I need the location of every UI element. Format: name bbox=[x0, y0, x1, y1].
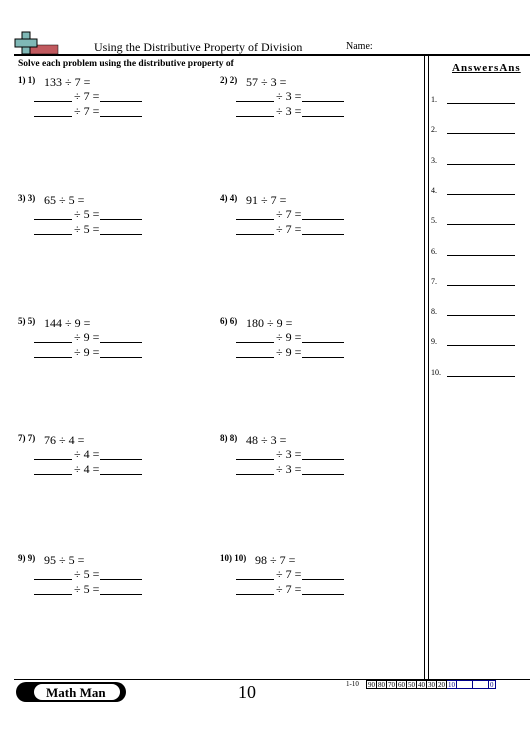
blank-line[interactable] bbox=[302, 474, 344, 475]
answer-row bbox=[431, 184, 521, 198]
blank-line[interactable] bbox=[236, 101, 274, 102]
answer-row bbox=[431, 154, 521, 168]
work-operation: ÷ 7 = bbox=[74, 104, 100, 118]
blank-line[interactable] bbox=[236, 342, 274, 343]
blank-line[interactable] bbox=[100, 116, 142, 117]
blank-line[interactable] bbox=[236, 219, 274, 220]
problem-expression: 180 ÷ 9 = bbox=[246, 316, 293, 330]
answer-blank[interactable] bbox=[447, 376, 515, 377]
blank-line[interactable] bbox=[34, 116, 72, 117]
blank-line[interactable] bbox=[236, 116, 274, 117]
work-line bbox=[34, 104, 144, 118]
answer-blank[interactable] bbox=[447, 224, 515, 225]
work-operation: ÷ 9 = bbox=[276, 345, 302, 359]
brand-logo bbox=[16, 682, 126, 702]
problem bbox=[220, 316, 400, 376]
problem-number: 10) 10) bbox=[220, 553, 247, 563]
blank-line[interactable] bbox=[34, 459, 72, 460]
plus-logo-icon bbox=[14, 30, 60, 56]
answer-row bbox=[431, 245, 521, 259]
score-cell: 50 bbox=[408, 681, 415, 689]
instructions: Solve each problem using the distributive property of bbox=[18, 59, 234, 69]
problem-expression: 57 ÷ 3 = bbox=[246, 75, 287, 89]
answer-number: 4. bbox=[431, 185, 437, 195]
problem-expression: 91 ÷ 7 = bbox=[246, 193, 287, 207]
work-operation: ÷ 9 = bbox=[74, 345, 100, 359]
work-operation: ÷ 7 = bbox=[276, 582, 302, 596]
score-cell: 90 bbox=[368, 681, 375, 689]
work-line bbox=[236, 207, 346, 221]
problem-number: 2) 2) bbox=[220, 75, 238, 85]
answer-number: 2. bbox=[431, 125, 437, 135]
work-operation: ÷ 3 = bbox=[276, 89, 302, 103]
problem-expression: 95 ÷ 5 = bbox=[44, 553, 85, 567]
score-cell: 40 bbox=[418, 681, 425, 689]
blank-line[interactable] bbox=[100, 594, 142, 595]
blank-line[interactable] bbox=[302, 459, 344, 460]
blank-line[interactable] bbox=[100, 579, 142, 580]
blank-line[interactable] bbox=[302, 594, 344, 595]
work-operation: ÷ 5 = bbox=[74, 222, 100, 236]
score-cell: 30 bbox=[428, 681, 435, 689]
problem-number: 1) 1) bbox=[18, 75, 36, 85]
problem bbox=[220, 75, 400, 135]
blank-line[interactable] bbox=[34, 474, 72, 475]
problem-number: 6) 6) bbox=[220, 316, 238, 326]
problem bbox=[18, 316, 198, 376]
score-cell: 0 bbox=[490, 681, 494, 689]
answer-blank[interactable] bbox=[447, 285, 515, 286]
problem-expression: 144 ÷ 9 = bbox=[44, 316, 91, 330]
brand-name: Math Man bbox=[46, 685, 106, 700]
answer-row bbox=[431, 214, 521, 228]
problem-number: 8) 8) bbox=[220, 433, 238, 443]
work-operation: ÷ 7 = bbox=[74, 89, 100, 103]
problem bbox=[220, 433, 400, 493]
answer-blank[interactable] bbox=[447, 133, 515, 134]
work-line bbox=[34, 330, 144, 344]
score-cell: 60 bbox=[398, 681, 405, 689]
work-operation: ÷ 7 = bbox=[276, 567, 302, 581]
blank-line[interactable] bbox=[302, 357, 344, 358]
score-cell: 20 bbox=[438, 681, 445, 689]
page-number: 10 bbox=[238, 682, 256, 702]
blank-line[interactable] bbox=[34, 357, 72, 358]
work-line bbox=[34, 89, 144, 103]
work-operation: ÷ 9 = bbox=[276, 330, 302, 344]
blank-line[interactable] bbox=[34, 219, 72, 220]
work-line bbox=[34, 447, 144, 461]
answer-row bbox=[431, 366, 521, 380]
work-operation: ÷ 3 = bbox=[276, 104, 302, 118]
problem bbox=[18, 553, 198, 613]
work-line bbox=[34, 567, 144, 581]
work-line bbox=[236, 582, 346, 596]
answer-blank[interactable] bbox=[447, 164, 515, 165]
blank-line[interactable] bbox=[236, 234, 274, 235]
work-operation: ÷ 5 = bbox=[74, 582, 100, 596]
work-operation: ÷ 9 = bbox=[74, 330, 100, 344]
work-line bbox=[236, 89, 346, 103]
problem-expression: 98 ÷ 7 = bbox=[255, 553, 296, 567]
blank-line[interactable] bbox=[236, 474, 274, 475]
answer-number: 7. bbox=[431, 276, 437, 286]
score-cell: 10 bbox=[448, 681, 455, 689]
problem bbox=[18, 193, 198, 253]
score-scale-label: 1-10 bbox=[346, 680, 359, 688]
work-operation: ÷ 7 = bbox=[276, 207, 302, 221]
blank-line[interactable] bbox=[236, 459, 274, 460]
worksheet-title: Using the Distributive Property of Division bbox=[94, 40, 303, 54]
answer-number: 8. bbox=[431, 307, 437, 317]
blank-line[interactable] bbox=[302, 219, 344, 220]
work-line bbox=[236, 345, 346, 359]
work-operation: ÷ 3 = bbox=[276, 462, 302, 476]
answer-number: 1. bbox=[431, 95, 437, 104]
header-rule bbox=[14, 54, 530, 56]
blank-line[interactable] bbox=[236, 594, 274, 595]
work-line bbox=[34, 207, 144, 221]
work-line bbox=[34, 345, 144, 359]
blank-line[interactable] bbox=[34, 342, 72, 343]
blank-line[interactable] bbox=[100, 219, 142, 220]
work-operation: ÷ 4 = bbox=[74, 447, 100, 461]
blank-line[interactable] bbox=[302, 579, 344, 580]
blank-line[interactable] bbox=[34, 101, 72, 102]
answer-blank[interactable] bbox=[447, 103, 515, 104]
problem-number: 3) 3) bbox=[18, 193, 36, 203]
problem-expression: 65 ÷ 5 = bbox=[44, 193, 85, 207]
answer-number: 5. bbox=[431, 216, 437, 226]
answer-number: 6. bbox=[431, 246, 437, 256]
work-operation: ÷ 4 = bbox=[74, 462, 100, 476]
answer-number: 3. bbox=[431, 155, 437, 165]
problem bbox=[220, 193, 400, 253]
blank-line[interactable] bbox=[100, 357, 142, 358]
work-line bbox=[236, 104, 346, 118]
score-scale bbox=[366, 680, 496, 689]
blank-line[interactable] bbox=[34, 579, 72, 580]
answer-blank[interactable] bbox=[447, 315, 515, 316]
answer-blank[interactable] bbox=[447, 194, 515, 195]
problem bbox=[220, 553, 400, 613]
problem bbox=[18, 433, 198, 493]
blank-line[interactable] bbox=[34, 234, 72, 235]
problem-expression: 48 ÷ 3 = bbox=[246, 433, 287, 447]
answer-number: 9. bbox=[431, 337, 437, 347]
score-cell: 70 bbox=[388, 681, 395, 689]
answers-title: AnswersAns bbox=[452, 62, 521, 74]
problem-number: 5) 5) bbox=[18, 316, 36, 326]
work-operation: ÷ 5 = bbox=[74, 567, 100, 581]
work-operation: ÷ 5 = bbox=[74, 207, 100, 221]
work-line bbox=[34, 462, 144, 476]
blank-line[interactable] bbox=[302, 342, 344, 343]
answer-row bbox=[431, 335, 521, 349]
score-cell bbox=[473, 680, 489, 689]
answer-number: 10. bbox=[431, 367, 441, 377]
problem-expression: 133 ÷ 7 = bbox=[44, 75, 91, 89]
blank-line[interactable] bbox=[100, 234, 142, 235]
work-line bbox=[236, 447, 346, 461]
answer-row bbox=[431, 305, 521, 319]
score-cell bbox=[457, 680, 473, 689]
work-line bbox=[236, 567, 346, 581]
blank-line[interactable] bbox=[100, 101, 142, 102]
blank-line[interactable] bbox=[100, 474, 142, 475]
name-label: Name: bbox=[346, 41, 373, 52]
blank-line[interactable] bbox=[302, 101, 344, 102]
problem bbox=[18, 75, 198, 135]
work-operation: ÷ 3 = bbox=[276, 447, 302, 461]
blank-line[interactable] bbox=[100, 459, 142, 460]
work-operation: ÷ 7 = bbox=[276, 222, 302, 236]
problem-expression: 76 ÷ 4 = bbox=[44, 433, 85, 447]
blank-line[interactable] bbox=[100, 342, 142, 343]
score-cell: 80 bbox=[378, 681, 385, 689]
work-line bbox=[236, 330, 346, 344]
blank-line[interactable] bbox=[236, 579, 274, 580]
work-line bbox=[236, 222, 346, 236]
answer-divider bbox=[428, 56, 429, 680]
problem-number: 4) 4) bbox=[220, 193, 238, 203]
answer-row bbox=[431, 275, 521, 289]
problem-number: 7) 7) bbox=[18, 433, 36, 443]
blank-line[interactable] bbox=[302, 116, 344, 117]
answer-row bbox=[431, 123, 521, 137]
answer-blank[interactable] bbox=[447, 255, 515, 256]
answer-blank[interactable] bbox=[447, 345, 515, 346]
problem-number: 9) 9) bbox=[18, 553, 36, 563]
work-line bbox=[34, 582, 144, 596]
answer-divider bbox=[424, 56, 425, 680]
work-line bbox=[236, 462, 346, 476]
work-line bbox=[34, 222, 144, 236]
answer-row bbox=[431, 93, 521, 107]
blank-line[interactable] bbox=[236, 357, 274, 358]
blank-line[interactable] bbox=[34, 594, 72, 595]
blank-line[interactable] bbox=[302, 234, 344, 235]
